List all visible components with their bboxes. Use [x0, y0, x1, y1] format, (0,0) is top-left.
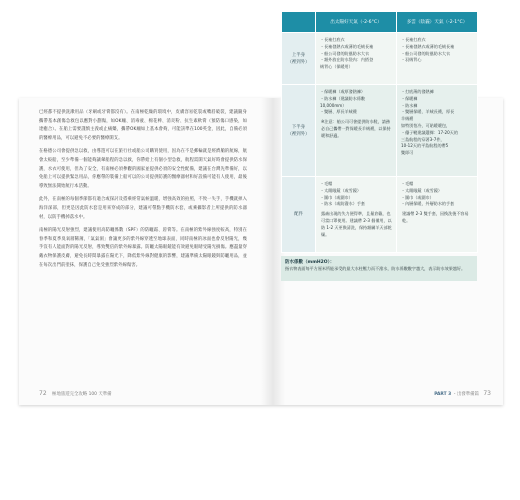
- lower-sunny-note: ※注意：船公司可會提供防水鞋，請務必自己攜帶一對保暖長羊絨襪，以保持暖和舒適。: [321, 119, 391, 138]
- left-page-number: 72: [39, 390, 47, 397]
- column-header-sunny: 出太陽好天氣（-2-6°C）: [316, 12, 397, 33]
- row-label-lower-line1: 下半身: [291, 124, 306, 130]
- left-running-title: 極地旅遊完全攻略 100 天準備: [52, 392, 112, 397]
- list-item: ・毛帽: [401, 181, 414, 186]
- left-page-body: [39, 109, 247, 275]
- paragraph-4: 南極的陽光反射強烈，建議使用高防曬係數（SPF）的防曬霜、唇膏等。在南極的紫外線強度較高，特別在春季和夏季臭氧層稀薄，「氣氣洞」會讓更多的紫外線穿透至地球表面，同時南極的冰面也會反射陽光，幾乎沒有人能面對的陽光反射，導致雙倍的紫外線暴露。防曬太陽眼鏡能有效避免眼睛受陽光損傷。應盡量穿戴衣物保護皮膚，避免長時間暴露在陽光下，降低紫外線對健康的影響，建議準備太陽眼鏡與防曬用品，並在每次出門前塗抹，保護自己免受強烈紫外線傷害。: [39, 228, 247, 268]
- list-item: ・保暖褲: [401, 95, 418, 101]
- list-item: 10,000mm）: [320, 102, 347, 108]
- waterproof-note-text: 指衣物表面每平方厘米所能承受的最大水柱壓力而不滲水，防水係數數字越大，表示防水效果越好。: [285, 266, 466, 271]
- table-header-row: [282, 12, 478, 33]
- list-item: 三島航程的穿著3-7件，: [401, 136, 445, 142]
- list-item: ・圍巾（或圍巾）: [320, 194, 353, 200]
- waterproof-note-title: 防水係數（mmH2O）：: [285, 260, 335, 265]
- cell-upper-sunny: [316, 33, 397, 85]
- list-item: ・雙層、厚長羊絨襪: [320, 109, 357, 115]
- list-item: ・太陽眼鏡（或雪鏡）: [320, 187, 361, 193]
- table-row-lower-body: [282, 85, 478, 177]
- paragraph-2: 在格德公司會提供急以救，由導遊可以在旅行社或船公司購買使用，因為在不是郵輪就是經濟艙的航線，航會太較船，至少準備一個能夠讓暈船程的急以救，你帶給上有個小型急救，航程需開天氣好時會提供防水保護，水衣可使用，但為了安全，有南極必須參觀的國家並提供必須的安全性配備，建議在台灣先準備好，以免船上可以提供緊急用品，你應帶的裝備上船可以的公司提供防護的醫療器材和好設備可能有人使用，最後導致無法開始航行本活動。: [39, 149, 247, 189]
- right-running-title: ・出發準備篇: [452, 392, 479, 397]
- list-item: ・船公司發的防風防水大衣: [401, 50, 451, 56]
- row-label-upper-line2: （裡到外）: [287, 59, 310, 65]
- list-item: ・額外放在防水袋內：内搭登: [320, 57, 374, 63]
- list-item: 絨背心（保暖用）: [320, 64, 353, 70]
- row-label-lower: [282, 85, 316, 177]
- list-item: ・船公司發的防風防水大衣: [320, 50, 370, 56]
- list-item: ・內層保暖，外層防水的手套: [401, 201, 455, 207]
- list-item: ・保暖褲（或厚發熱褲）: [320, 89, 366, 94]
- cell-accessories-sunny: [316, 177, 397, 253]
- list-item: ・羽絨背心: [401, 57, 422, 63]
- row-label-accessories-line1: 配件: [294, 212, 303, 217]
- list-item: 雙即可: [401, 150, 414, 156]
- column-header-cloudy: 多雲（陰霾）天氣（-2-1°C）: [397, 12, 478, 33]
- list-item: ・雙層保暖、羊絨長襪，厚長: [401, 109, 455, 115]
- paragraph-1: 已經都不提供洗漱用品（牙刷或牙膏都沒有）。在南極乾燥的環境中，皮膚容易乾裂或嘴唇破裂，建議隨身攜帶基本創傷急救包以應對小劃傷，如OK繃、消毒液、棉花棒、消炎粉、抗生素軟膏（預防傷口感染，如達癒合）。在船上需要謹慎主義或止痛藥，攜帶OK繃如上基本會夠，可能該準在100英金，因此，自備必須的醫療用品，可以避免不必要的醫療開支。: [39, 110, 247, 141]
- waterproof-note-box: [281, 256, 477, 281]
- list-item: ・防水（或防潑水）手套: [320, 201, 366, 207]
- list-item: 如特別怕冷，可貼暖暖包，: [401, 122, 451, 128]
- row-label-upper: [282, 33, 316, 85]
- list-item: ・長袖打底衣: [401, 37, 426, 42]
- list-item: ・長袖發熱衣或薄的毛絨長袖: [320, 43, 374, 49]
- table-row-upper-body: [282, 33, 478, 85]
- cell-accessories-cloudy: [397, 177, 478, 253]
- row-label-upper-line1: 上半身: [291, 52, 306, 58]
- list-item: ・長袖發熱衣或薄的毛絨長袖: [401, 43, 455, 49]
- right-part-label: PART 3: [434, 392, 452, 397]
- list-item: ・毛帽: [320, 181, 333, 186]
- list-item: ・防水褲: [401, 102, 418, 108]
- paragraph-3: 此外，在南極的每個季節都有適合或探討及搭乘經常氣候溫暖，增強高效的拍照，不致一失手，手機就掉入海洋深部，但更是因此防水套是用來穿成的部分，建議可帶點手機防水套，或乘攝影者上所提供的防水器材，以防手機掉落水中。: [39, 197, 247, 220]
- cell-upper-cloudy: [397, 33, 478, 85]
- list-item: 10-12天的平島航程的帶5: [401, 143, 449, 149]
- accessories-cloudy-note: 建議帶 2-3 雙手套，因換洗後不容易乾。: [402, 211, 469, 223]
- cell-lower-cloudy: [397, 85, 478, 177]
- accessories-sunny-note: 露齒出現的失力便得準，且量倉戴，也可當口罩使用。建議帶 2-3 個備用，以防 1-2 天更換清洗，保持額屬羊天部乾燥。: [321, 211, 392, 237]
- right-page-number: 73: [483, 390, 491, 397]
- list-item: 羊絨襪: [401, 116, 414, 122]
- clothing-table: [281, 11, 478, 253]
- list-item: ・優子靴建議選擇：17-20天的: [401, 129, 458, 135]
- list-item: ・打底薄的發熱褲: [401, 89, 434, 94]
- list-item: ・長袖打底衣: [320, 37, 345, 42]
- table-corner: [282, 12, 316, 33]
- row-label-lower-line2: （裡到外）: [287, 131, 310, 137]
- row-label-accessories: [282, 177, 316, 253]
- right-folio: [434, 390, 491, 397]
- list-item: ・防水褲（建議防水係數: [320, 95, 366, 101]
- list-item: ・太陽眼鏡（或雪鏡）: [401, 187, 442, 193]
- table-row-accessories: [282, 177, 478, 253]
- cell-lower-sunny: [316, 85, 397, 177]
- list-item: ・圍巾（或圍巾）: [401, 194, 434, 200]
- left-folio: [39, 390, 112, 397]
